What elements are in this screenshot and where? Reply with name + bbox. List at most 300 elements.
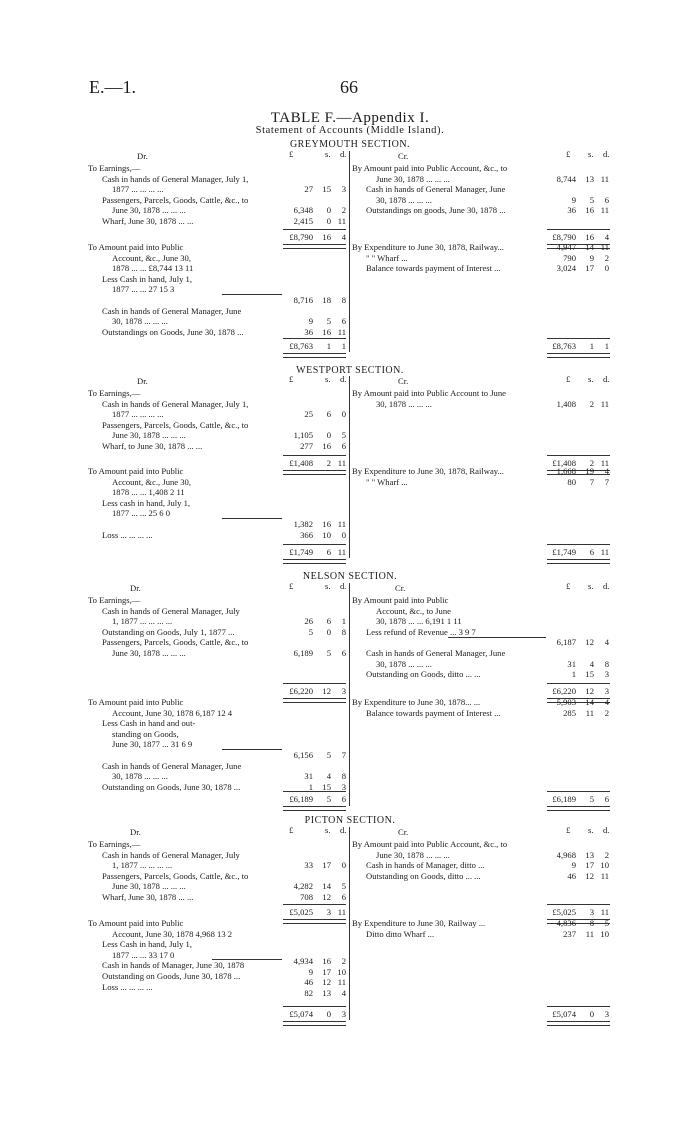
table-title: TABLE F.—Appendix I.	[270, 110, 430, 126]
cr-amount-pence: 11	[600, 173, 609, 184]
dr-amount-pounds: 1,382	[293, 519, 313, 529]
dr-amount-pounds: 31	[304, 771, 313, 782]
cr-line: Outstanding on Goods, ditto ... ...	[366, 870, 481, 881]
cr-currency-label: s.	[588, 581, 594, 591]
cr-amount-pounds: 46	[567, 870, 576, 881]
dr-line: Passengers, Parcels, Goods, Cattle, &c., to	[102, 194, 249, 205]
dr-currency-label: £	[289, 149, 294, 159]
dr-amount-pounds: 4,282	[293, 881, 313, 892]
cr-line: Ditto ditto Wharf ...	[366, 928, 435, 939]
dr-total-double-rule	[283, 244, 346, 249]
dr-total-double-rule	[283, 353, 346, 358]
dr-amount-pounds: 8,716	[293, 295, 313, 305]
cr-header: Cr.	[398, 151, 409, 161]
dr-subtotal-rule	[222, 749, 282, 750]
cr-amount-shillings: 13	[585, 849, 594, 860]
dr-line: Outstanding on Goods, June 30, 1878 ...	[102, 971, 241, 981]
dr-total-rule	[283, 455, 346, 456]
cr-amount-pounds: 4,968	[556, 849, 576, 860]
dr-line: Cash in hands of General Manager, July 1,	[102, 173, 249, 184]
cr-total-pounds: £5,074	[552, 1009, 576, 1019]
dr-line: 30, 1878 ... ... ...	[112, 771, 168, 782]
dr-amount-shillings: 0	[326, 430, 331, 441]
cr-amount-pounds: 285	[563, 707, 576, 718]
dr-amount-pence: 3	[341, 781, 346, 792]
dr-line: Outstanding on Goods, June 30, 1878 ...	[102, 781, 241, 792]
cr-total-rule	[547, 904, 610, 905]
dr-amount-shillings: 17	[322, 966, 331, 977]
dr-amount-pence: 2	[341, 956, 346, 967]
dr-line: June 30, 1877 ... 31 6 9	[112, 739, 193, 750]
cr-total-pence: 11	[600, 458, 609, 468]
dr-amount-pence: 10	[337, 966, 346, 977]
cr-line: 30, 1878 ... ... 6,191 1 11	[376, 616, 462, 627]
dr-currency-label: s.	[325, 825, 331, 835]
dr-total-shillings: 6	[326, 547, 331, 557]
dr-total-pounds: £6,220	[289, 686, 313, 696]
dr-line: Wharf, June 30, 1878 ... ...	[102, 216, 194, 226]
cr-amount-pence: 2	[604, 707, 609, 718]
dr-amount-pence: 5	[341, 430, 346, 441]
cr-amount-pounds: 36	[567, 205, 576, 216]
dr-total-pence: 11	[337, 458, 346, 468]
dr-amount-pence: 6	[341, 316, 346, 327]
cr-total-pence: 11	[600, 907, 609, 917]
dr-line: Cash in hands of General Manager, July 1,	[102, 398, 249, 409]
cr-line: June 30, 1878 ... ... ...	[376, 173, 450, 184]
dr-amount-shillings: 16	[322, 441, 331, 451]
cr-line: Balance towards payment of Interest ...	[366, 263, 501, 274]
dr-line: To Amount paid into Public	[88, 466, 184, 476]
cr-total-rule	[547, 544, 610, 545]
cr-line: Less refund of Revenue ... 3 9 7	[366, 626, 476, 637]
cr-total-pounds: £1,749	[552, 547, 576, 557]
dr-amount-pounds: 9	[308, 316, 313, 327]
cr-currency-label: £	[566, 149, 571, 159]
dr-amount-pounds: 277	[300, 441, 313, 451]
cr-amount-pounds: 4,947	[556, 242, 576, 252]
cr-total-pence: 11	[600, 547, 609, 557]
column-divider	[349, 151, 350, 352]
dr-amount-pounds: 2,415	[293, 216, 313, 226]
page-number: 66	[340, 77, 358, 97]
cr-amount-shillings: 2	[589, 398, 594, 409]
dr-amount-pence: 2	[341, 205, 346, 216]
cr-total-shillings: 12	[585, 686, 594, 696]
dr-line: To Amount paid into Public	[88, 697, 184, 707]
dr-total-shillings: 0	[326, 1009, 331, 1019]
dr-total-pence: 1	[341, 341, 346, 351]
cr-amount-pence: 8	[604, 658, 609, 669]
dr-line: June 30, 1878 ... ... ...	[112, 430, 186, 441]
cr-amount-pence: 6	[604, 194, 609, 205]
dr-amount-shillings: 16	[322, 956, 331, 967]
dr-amount-shillings: 12	[322, 892, 331, 902]
cr-amount-shillings: 9	[589, 252, 594, 263]
cr-total-double-rule	[547, 559, 610, 564]
dr-amount-pence: 0	[341, 409, 346, 420]
cr-total-shillings: 6	[589, 547, 594, 557]
dr-total-double-rule	[283, 470, 346, 475]
cr-line: By Amount paid into Public Account, &c., to	[352, 839, 508, 849]
cr-amount-shillings: 4	[589, 658, 594, 669]
dr-total-pounds: £1,749	[289, 547, 313, 557]
dr-header: Dr.	[130, 827, 141, 837]
dr-currency-label: d.	[340, 149, 347, 159]
dr-subtotal-rule	[222, 294, 282, 295]
cr-total-shillings: 16	[585, 232, 594, 242]
dr-amount-shillings: 18	[322, 295, 331, 305]
dr-total-pounds: £5,025	[289, 907, 313, 917]
cr-amount-pence: 0	[604, 263, 609, 274]
dr-amount-pounds: 33	[304, 860, 313, 871]
cr-total-pounds: £5,025	[552, 907, 576, 917]
dr-total-pence: 3	[341, 686, 346, 696]
cr-amount-shillings: 11	[585, 707, 594, 718]
cr-total-rule	[547, 791, 610, 792]
cr-currency-label: d.	[603, 825, 610, 835]
cr-line: " " Wharf ...	[366, 476, 408, 487]
dr-line: Loss ... ... ... ...	[102, 981, 153, 992]
cr-line: 30, 1878 ... ... ...	[376, 194, 432, 205]
dr-total-rule	[283, 683, 346, 684]
cr-header: Cr.	[398, 376, 409, 386]
cr-currency-label: £	[566, 825, 571, 835]
dr-amount-pounds: 5	[308, 626, 313, 637]
dr-amount-shillings: 5	[326, 750, 331, 760]
cr-amount-pounds: 1	[571, 669, 576, 680]
cr-amount-shillings: 15	[585, 669, 594, 680]
dr-line: 1877 ... ... 33 17 0	[112, 949, 175, 960]
cr-total-pence: 4	[604, 232, 609, 242]
dr-line: 1878 ... ... £8,744 13 11	[112, 263, 194, 274]
dr-line: Wharf, June 30, 1878 ... ...	[102, 892, 194, 902]
dr-total-rule	[283, 1006, 346, 1007]
dr-currency-label: s.	[325, 581, 331, 591]
dr-amount-pence: 1	[341, 616, 346, 627]
dr-amount-pence: 6	[341, 441, 346, 451]
dr-total-pounds: £1,408	[289, 458, 313, 468]
dr-total-double-rule	[283, 806, 346, 811]
cr-currency-label: s.	[588, 374, 594, 384]
dr-total-rule	[283, 904, 346, 905]
dr-total-pence: 4	[341, 232, 346, 242]
cr-amount-pounds: 4,836	[556, 918, 576, 928]
cr-line: 30, 1878 ... ... ...	[376, 398, 432, 409]
dr-amount-pounds: 366	[300, 529, 313, 540]
dr-line: Passengers, Parcels, Goods, Cattle, &c., to	[102, 870, 249, 881]
dr-total-double-rule	[283, 919, 346, 924]
dr-amount-shillings: 5	[326, 648, 331, 658]
cr-total-pence: 3	[604, 686, 609, 696]
dr-line: Loss ... ... ... ...	[102, 529, 153, 540]
dr-amount-pence: 11	[337, 216, 346, 226]
dr-line: Account, June 30, 1878 4,968 13 2	[112, 928, 233, 939]
dr-amount-shillings: 0	[326, 205, 331, 216]
dr-amount-shillings: 6	[326, 616, 331, 627]
dr-amount-pounds: 6,156	[293, 750, 313, 760]
dr-total-pence: 3	[341, 1009, 346, 1019]
cr-amount-pounds: 9	[571, 194, 576, 205]
cr-line: Cash in hands of General Manager, June	[366, 648, 506, 658]
dr-amount-pence: 8	[341, 295, 346, 305]
dr-amount-pence: 6	[341, 892, 346, 902]
dr-currency-label: s.	[325, 149, 331, 159]
dr-amount-pence: 7	[341, 750, 346, 760]
cr-amount-shillings: 12	[585, 637, 594, 648]
dr-amount-shillings: 0	[326, 626, 331, 637]
cr-amount-pence: 7	[604, 476, 609, 487]
cr-currency-label: s.	[588, 825, 594, 835]
dr-amount-pounds: 1,105	[293, 430, 313, 441]
cr-amount-pence: 4	[604, 466, 609, 476]
dr-line: To Earnings,—	[88, 839, 141, 849]
dr-amount-shillings: 12	[322, 977, 331, 988]
dr-total-pounds: £5,074	[289, 1009, 313, 1019]
cr-amount-shillings: 14	[585, 242, 594, 252]
dr-line: Less cash in hand, July 1,	[102, 497, 191, 508]
cr-amount-shillings: 11	[585, 928, 594, 939]
cr-total-rule	[547, 338, 610, 339]
dr-amount-pounds: 82	[304, 987, 313, 998]
cr-amount-shillings: 17	[585, 263, 594, 274]
cr-total-shillings: 2	[589, 458, 594, 468]
dr-line: June 30, 1878 ... ... ...	[112, 648, 186, 658]
cr-amount-shillings: 7	[589, 476, 594, 487]
dr-total-rule	[283, 338, 346, 339]
column-divider	[349, 376, 350, 558]
dr-currency-label: £	[289, 825, 294, 835]
cr-currency-label: d.	[603, 581, 610, 591]
dr-total-shillings: 5	[326, 794, 331, 804]
page-reference: E.—1.	[89, 77, 136, 97]
dr-total-shillings: 16	[322, 232, 331, 242]
cr-amount-pence: 11	[600, 205, 609, 216]
dr-amount-shillings: 10	[322, 529, 331, 540]
cr-amount-shillings: 12	[585, 870, 594, 881]
cr-total-shillings: 3	[589, 907, 594, 917]
section-title: WESTPORT SECTION.	[296, 365, 404, 376]
cr-total-rule	[547, 229, 610, 230]
cr-amount-pounds: 8,744	[556, 173, 576, 184]
cr-total-rule	[547, 1006, 610, 1007]
dr-amount-pounds: 36	[304, 326, 313, 337]
dr-amount-pence: 11	[337, 326, 346, 337]
cr-total-pence: 6	[604, 794, 609, 804]
dr-header: Dr.	[130, 583, 141, 593]
cr-total-pence: 3	[604, 1009, 609, 1019]
dr-amount-pence: 0	[341, 860, 346, 871]
cr-amount-shillings: 16	[585, 205, 594, 216]
cr-total-pounds: £6,189	[552, 794, 576, 804]
dr-amount-shillings: 17	[322, 860, 331, 871]
dr-total-shillings: 1	[326, 341, 331, 351]
dr-total-rule	[283, 791, 346, 792]
dr-currency-label: d.	[340, 825, 347, 835]
dr-amount-pence: 8	[341, 626, 346, 637]
dr-amount-pounds: 9	[308, 966, 313, 977]
cr-amount-pence: 11	[600, 870, 609, 881]
dr-amount-pence: 6	[341, 648, 346, 658]
cr-total-pounds: £8,763	[552, 341, 576, 351]
dr-line: 1, 1877 ... ... ... ...	[112, 616, 173, 627]
cr-total-rule	[547, 683, 610, 684]
dr-line: 1877 ... ... ... ...	[112, 184, 164, 195]
cr-amount-pounds: 5,903	[556, 697, 576, 707]
cr-header: Cr.	[395, 583, 406, 593]
dr-currency-label: £	[289, 581, 294, 591]
dr-currency-label: s.	[325, 374, 331, 384]
dr-total-pounds: £8,790	[289, 232, 313, 242]
dr-line: Passengers, Parcels, Goods, Cattle, &c., to	[102, 637, 249, 648]
statement-subtitle: Statement of Accounts (Middle Island).	[255, 125, 445, 136]
cr-subtotal-rule	[448, 637, 546, 638]
cr-amount-shillings: 19	[585, 466, 594, 476]
cr-amount-pence: 4	[604, 637, 609, 648]
cr-amount-pounds: 9	[571, 860, 576, 871]
cr-total-pence: 1	[604, 341, 609, 351]
dr-line: 1, 1877 ... ... ... ...	[112, 860, 173, 871]
dr-line: Cash in hands of General Manager, July	[102, 849, 240, 860]
cr-line: By Amount paid into Public Account to June	[352, 388, 506, 398]
cr-currency-label: s.	[588, 149, 594, 159]
dr-line: Cash in hands of General Manager, July	[102, 605, 240, 616]
cr-total-shillings: 1	[589, 341, 594, 351]
dr-amount-pence: 0	[341, 529, 346, 540]
cr-currency-label: d.	[603, 374, 610, 384]
dr-amount-pence: 11	[337, 519, 346, 529]
dr-amount-pounds: 26	[304, 616, 313, 627]
dr-line: Cash in hands of General Manager, June	[102, 305, 242, 316]
dr-amount-pounds: 27	[304, 184, 313, 195]
dr-total-pounds: £6,189	[289, 794, 313, 804]
cr-line: By Amount paid into Public Account, &c., to	[352, 163, 508, 173]
cr-line: Cash in hands of Manager, ditto ...	[366, 860, 485, 871]
cr-amount-pounds: 1,408	[556, 398, 576, 409]
dr-line: Wharf, to June 30, 1878 ... ...	[102, 441, 203, 451]
cr-line: By Expenditure to June 30, 1878, Railway...	[352, 242, 504, 252]
dr-total-rule	[283, 229, 346, 230]
dr-amount-pounds: 25	[304, 409, 313, 420]
dr-line: 1878 ... ... 1,408 2 11	[112, 487, 185, 498]
cr-total-pounds: £1,408	[552, 458, 576, 468]
cr-amount-pounds: 790	[563, 252, 576, 263]
cr-total-pounds: £6,220	[552, 686, 576, 696]
dr-amount-shillings: 6	[326, 409, 331, 420]
dr-line: Less Cash in hand and out-	[102, 718, 196, 729]
dr-total-pounds: £8,763	[289, 341, 313, 351]
cr-amount-pounds: 3,024	[556, 263, 576, 274]
section-title: NELSON SECTION.	[302, 571, 398, 582]
cr-amount-pence: 5	[604, 918, 609, 928]
dr-amount-shillings: 16	[322, 326, 331, 337]
cr-total-rule	[547, 455, 610, 456]
cr-amount-pence: 10	[600, 860, 609, 871]
dr-amount-pounds: 6,189	[293, 648, 313, 658]
cr-line: " " Wharf ...	[366, 252, 408, 263]
dr-total-rule	[283, 544, 346, 545]
column-divider	[349, 583, 350, 806]
dr-currency-label: £	[289, 374, 294, 384]
dr-amount-pounds: 708	[300, 892, 313, 902]
dr-line: To Earnings,—	[88, 163, 141, 173]
cr-currency-label: d.	[603, 149, 610, 159]
dr-amount-shillings: 14	[322, 881, 331, 892]
dr-total-double-rule	[283, 559, 346, 564]
dr-line: 1877 ... ... ... ...	[112, 409, 164, 420]
cr-amount-pounds: 6,187	[556, 637, 576, 648]
dr-line: 1877 ... ... 25 6 0	[112, 508, 171, 519]
cr-line: By Expenditure to June 30, Railway ...	[352, 918, 486, 928]
dr-currency-label: d.	[340, 374, 347, 384]
cr-total-double-rule	[547, 1021, 610, 1026]
cr-total-pounds: £8,790	[552, 232, 576, 242]
section-title: PICTON SECTION.	[304, 815, 396, 826]
dr-amount-pounds: 1	[308, 781, 313, 792]
dr-line: June 30, 1878 ... ... ...	[112, 205, 186, 216]
dr-total-pence: 11	[337, 547, 346, 557]
column-divider	[349, 827, 350, 1020]
dr-line: 1877 ... ... 27 15 3	[112, 284, 175, 295]
dr-line: To Amount paid into Public	[88, 918, 184, 928]
dr-line: Outstandings on Goods, June 30, 1878 ...	[102, 326, 244, 337]
dr-header: Dr.	[137, 376, 148, 386]
cr-amount-pence: 11	[600, 242, 609, 252]
dr-line: Account, June 30, 1878 6,187 12 4	[112, 707, 233, 718]
cr-line: By Expenditure to June 30, 1878, Railway...	[352, 466, 504, 476]
cr-currency-label: £	[566, 581, 571, 591]
dr-total-double-rule	[283, 698, 346, 703]
dr-line: June 30, 1878 ... ... ...	[112, 881, 186, 892]
dr-line: 30, 1878 ... ... ...	[112, 316, 168, 327]
cr-amount-pence: 2	[604, 252, 609, 263]
dr-amount-pence: 11	[337, 977, 346, 988]
dr-amount-shillings: 5	[326, 316, 331, 327]
cr-line: Outstandings on goods, June 30, 1878 ...	[366, 205, 506, 216]
cr-amount-shillings: 5	[589, 194, 594, 205]
dr-line: standing on Goods,	[112, 728, 179, 739]
dr-total-pence: 11	[337, 907, 346, 917]
dr-header: Dr.	[137, 151, 148, 161]
dr-subtotal-rule	[222, 518, 282, 519]
cr-amount-shillings: 14	[585, 697, 594, 707]
cr-amount-pence: 11	[600, 398, 609, 409]
dr-amount-pounds: 4,934	[293, 956, 313, 967]
dr-amount-shillings: 16	[322, 519, 331, 529]
dr-currency-label: d.	[340, 581, 347, 591]
dr-subtotal-rule	[212, 959, 282, 960]
dr-amount-shillings: 13	[322, 987, 331, 998]
cr-line: By Expenditure to June 30, 1878... ...	[352, 697, 481, 707]
cr-line: 30, 1878 ... ... ...	[376, 658, 432, 669]
dr-line: Cash in hands of Manager, June 30, 1878	[102, 960, 245, 971]
cr-line: June 30, 1878 ... ... ...	[376, 849, 450, 860]
dr-amount-shillings: 4	[326, 771, 331, 782]
dr-amount-shillings: 15	[322, 184, 331, 195]
cr-amount-shillings: 17	[585, 860, 594, 871]
cr-amount-pence: 2	[604, 849, 609, 860]
cr-amount-pence: 4	[604, 697, 609, 707]
dr-amount-shillings: 15	[322, 781, 331, 792]
cr-amount-pence: 3	[604, 669, 609, 680]
cr-line: Outstanding on Goods, ditto ... ...	[366, 669, 481, 680]
dr-amount-pence: 8	[341, 771, 346, 782]
dr-amount-shillings: 0	[326, 216, 331, 226]
dr-total-shillings: 12	[322, 686, 331, 696]
cr-amount-pounds: 1,668	[556, 466, 576, 476]
cr-header: Cr.	[398, 827, 409, 837]
dr-line: Passengers, Parcels, Goods, Cattle, &c., to	[102, 419, 249, 430]
